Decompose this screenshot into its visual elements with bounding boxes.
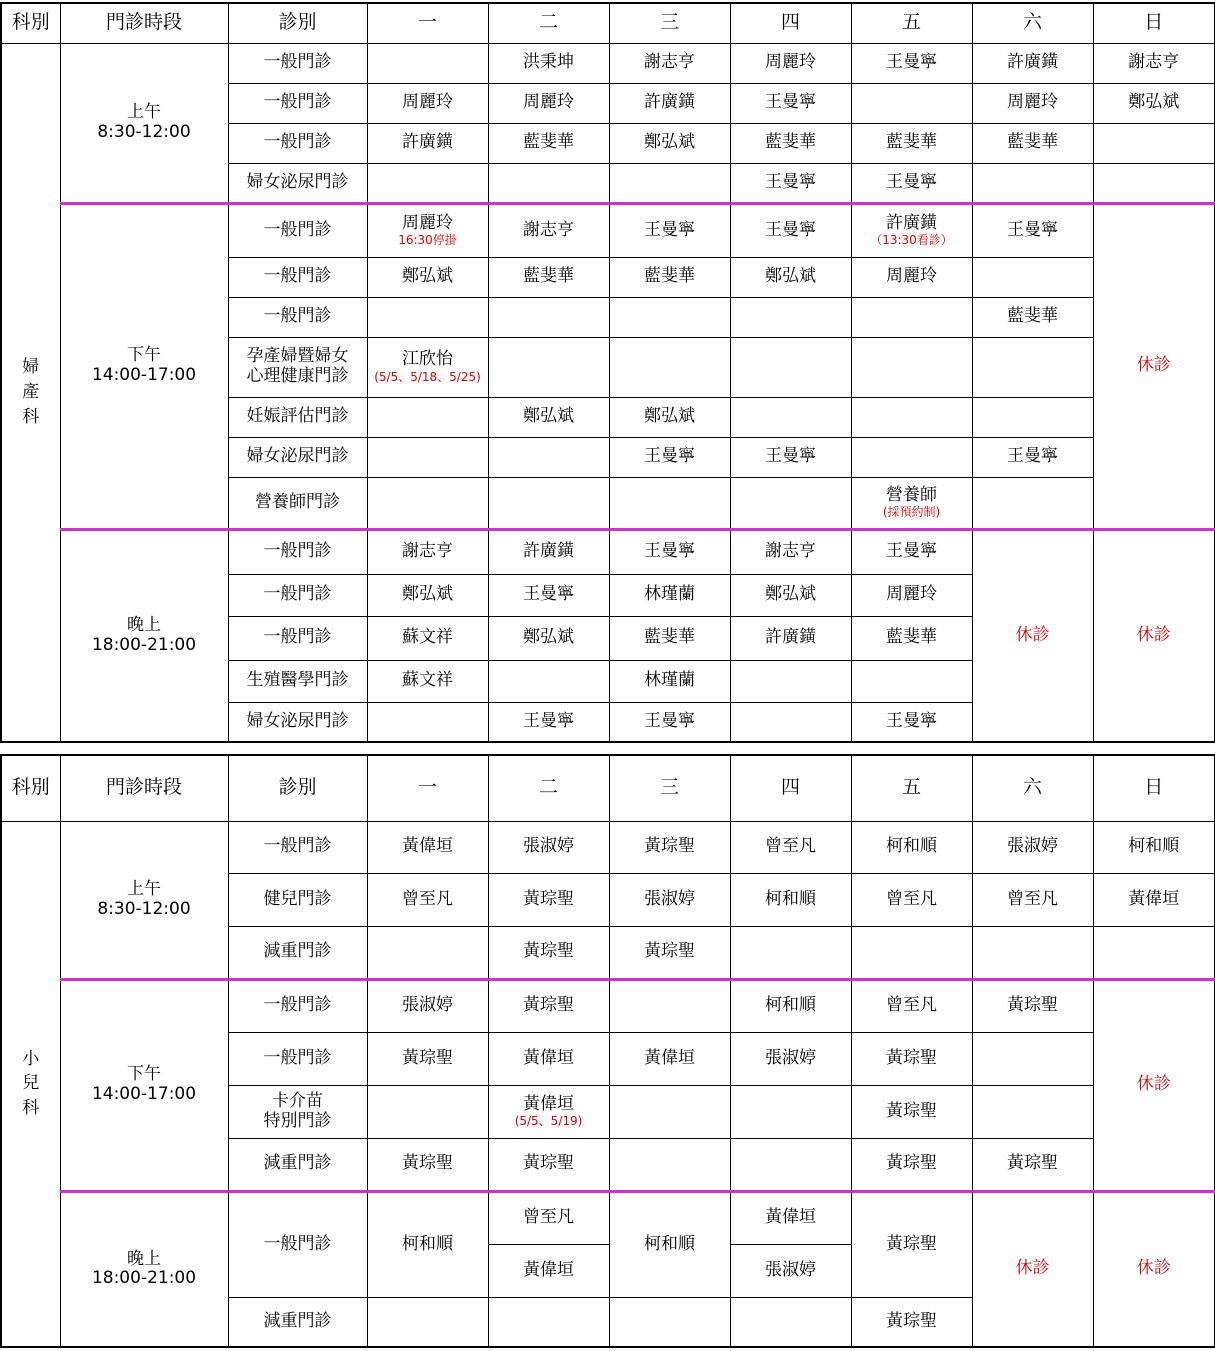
doctor-cell: 黃偉垣 — [730, 1191, 851, 1244]
clinic-name: 一般門診 — [228, 1032, 367, 1085]
header-day: 五 — [851, 755, 972, 821]
doctor-cell: 張淑婷 — [367, 979, 488, 1032]
doctor-cell: 黃琮聖 — [367, 1032, 488, 1085]
doctor-cell — [367, 477, 488, 529]
doctor-cell — [730, 1297, 851, 1347]
doctor-cell: 黃偉垣 — [1093, 873, 1215, 926]
closed-cell: 休診 — [1093, 979, 1215, 1191]
doctor-cell — [851, 397, 972, 437]
doctor-cell — [972, 337, 1093, 397]
doctor-cell: 藍斐華 — [488, 257, 609, 297]
note-text: (採預約制) — [882, 505, 941, 520]
note-text: (5/5、5/19) — [514, 1114, 583, 1129]
doctor-cell — [488, 1297, 609, 1347]
doctor-cell: 張淑婷 — [730, 1244, 851, 1297]
closed-cell: 休診 — [1093, 203, 1215, 529]
doctor-cell: 鄭弘斌 — [609, 397, 730, 437]
header-clinic: 診別 — [228, 755, 367, 821]
doctor-cell: 王曼寧 — [972, 437, 1093, 477]
doctor-cell — [367, 397, 488, 437]
doctor-cell: 張淑婷 — [488, 821, 609, 873]
doctor-cell: 許廣鐄 — [488, 529, 609, 574]
header-dept: 科別 — [1, 755, 60, 821]
doctor-cell: 藍斐華 — [972, 123, 1093, 163]
doctor-cell: 王曼寧 — [851, 702, 972, 742]
clinic-name: 一般門診 — [228, 123, 367, 163]
clinic-name: 減重門診 — [228, 1138, 367, 1191]
clinic-name: 一般門診 — [228, 574, 367, 616]
doctor-cell — [851, 297, 972, 337]
doctor-cell — [488, 163, 609, 203]
clinic-name: 一般門診 — [228, 529, 367, 574]
clinic-name: 一般門診 — [228, 203, 367, 257]
closed-cell: 休診 — [1093, 1191, 1215, 1347]
closed-cell: 休診 — [972, 529, 1093, 742]
header-day: 二 — [488, 3, 609, 43]
doctor-cell: 曾至凡 — [367, 873, 488, 926]
doctor-cell — [730, 477, 851, 529]
doctor-cell: 曾至凡 — [851, 873, 972, 926]
doctor-cell: 黃琮聖 — [972, 1138, 1093, 1191]
doctor-cell — [730, 397, 851, 437]
doctor-cell: 蘇文祥 — [367, 660, 488, 702]
doctor-cell — [730, 926, 851, 979]
header-row — [1, 3, 1215, 43]
doctor-cell: 林瑾蘭 — [609, 574, 730, 616]
doctor-cell — [609, 979, 730, 1032]
clinic-name: 卡介苗 特別門診 — [228, 1085, 367, 1138]
header-day: 六 — [972, 3, 1093, 43]
doctor-cell: 周麗玲 — [972, 83, 1093, 123]
doctor-cell — [730, 1138, 851, 1191]
doctor-cell: 黃琮聖 — [609, 821, 730, 873]
doctor-cell: 黃琮聖 — [488, 1138, 609, 1191]
closed-cell: 休診 — [1093, 529, 1215, 742]
doctor-cell: 黃琮聖 — [851, 1085, 972, 1138]
doctor-cell: 黃琮聖 — [488, 979, 609, 1032]
closed-cell: 休診 — [972, 1191, 1093, 1347]
doctor-cell — [972, 1032, 1093, 1085]
doctor-cell — [367, 1297, 488, 1347]
doctor-cell: 王曼寧 — [488, 702, 609, 742]
doctor-cell: 藍斐華 — [851, 123, 972, 163]
clinic-name: 減重門診 — [228, 1297, 367, 1347]
doctor-cell: 黃琮聖 — [972, 979, 1093, 1032]
doctor-cell: 王曼寧 — [730, 163, 851, 203]
doctor-cell: 黃琮聖 — [488, 873, 609, 926]
table-row — [1, 203, 1215, 257]
doctor-cell — [367, 702, 488, 742]
doctor-cell — [609, 163, 730, 203]
clinic-name: 一般門診 — [228, 616, 367, 660]
doctor-cell: 周麗玲 — [730, 43, 851, 83]
doctor-cell: 林瑾蘭 — [609, 660, 730, 702]
doctor-cell: 藍斐華 — [730, 123, 851, 163]
doctor-cell — [367, 437, 488, 477]
doctor-cell — [851, 926, 972, 979]
doctor-cell: 蘇文祥 — [367, 616, 488, 660]
table-row — [1, 529, 1215, 574]
note-text: 16:30停掛 — [398, 233, 457, 248]
doctor-cell: 黃琮聖 — [851, 1138, 972, 1191]
doctor-cell: 柯和順 — [367, 1191, 488, 1297]
header-row — [1, 755, 1215, 821]
clinic-name: 營養師門診 — [228, 477, 367, 529]
header-dept: 科別 — [1, 3, 60, 43]
doctor-cell — [367, 1085, 488, 1138]
doctor-cell: 黃偉垣 (5/5、5/19) — [488, 1085, 609, 1138]
clinic-name: 健兒門診 — [228, 873, 367, 926]
doctor-cell: 藍斐華 — [609, 616, 730, 660]
doctor-cell — [851, 337, 972, 397]
table-row — [1, 821, 1215, 873]
header-clinic: 診別 — [228, 3, 367, 43]
dept-peds: 小 兒 科 — [1, 821, 60, 1347]
doctor-cell: 謝志亨 — [1093, 43, 1215, 83]
doctor-cell — [367, 297, 488, 337]
clinic-name: 一般門診 — [228, 1191, 367, 1297]
doctor-cell — [730, 297, 851, 337]
doctor-cell: 王曼寧 — [730, 83, 851, 123]
doctor-cell: 許廣鐄 — [972, 43, 1093, 83]
doctor-cell: 藍斐華 — [488, 123, 609, 163]
doctor-cell: 藍斐華 — [609, 257, 730, 297]
doctor-cell: 藍斐華 — [972, 297, 1093, 337]
slot-evening: 晚上 18:00-21:00 — [60, 529, 228, 742]
header-slot: 門診時段 — [60, 3, 228, 43]
doctor-cell: 許廣鐄 — [609, 83, 730, 123]
header-day: 一 — [367, 755, 488, 821]
doctor-cell: 黃琮聖 — [851, 1191, 972, 1297]
doctor-cell: 王曼寧 — [730, 437, 851, 477]
header-day: 日 — [1093, 3, 1215, 43]
doctor-cell: 黃琮聖 — [851, 1297, 972, 1347]
doctor-cell — [488, 337, 609, 397]
doctor-cell: 曾至凡 — [730, 821, 851, 873]
slot-evening: 晚上 18:00-21:00 — [60, 1191, 228, 1347]
doctor-cell — [730, 337, 851, 397]
doctor-cell — [488, 297, 609, 337]
doctor-cell: 曾至凡 — [972, 873, 1093, 926]
header-day: 日 — [1093, 755, 1215, 821]
doctor-cell — [1093, 926, 1215, 979]
doctor-cell — [851, 437, 972, 477]
doctor-cell: 周麗玲 — [488, 83, 609, 123]
doctor-cell: 謝志亨 — [609, 43, 730, 83]
slot-afternoon: 下午 14:00-17:00 — [60, 979, 228, 1191]
slot-afternoon: 下午 14:00-17:00 — [60, 203, 228, 529]
doctor-cell: 周麗玲 — [851, 574, 972, 616]
doctor-cell: 王曼寧 — [972, 203, 1093, 257]
doctor-cell: 鄭弘斌 — [367, 574, 488, 616]
doctor-cell: 曾至凡 — [851, 979, 972, 1032]
slot-morning: 上午 8:30-12:00 — [60, 821, 228, 979]
header-day: 三 — [609, 755, 730, 821]
header-day: 二 — [488, 755, 609, 821]
doctor-cell — [972, 477, 1093, 529]
note-text: （13:30看診） — [870, 233, 953, 248]
doctor-cell — [488, 437, 609, 477]
doctor-cell: 王曼寧 — [609, 437, 730, 477]
doctor-cell — [851, 83, 972, 123]
doctor-cell — [488, 660, 609, 702]
doctor-cell: 鄭弘斌 — [1093, 83, 1215, 123]
clinic-name: 一般門診 — [228, 43, 367, 83]
header-day: 四 — [730, 3, 851, 43]
doctor-cell: 柯和順 — [609, 1191, 730, 1297]
doctor-cell: 王曼寧 — [851, 43, 972, 83]
clinic-name: 妊娠評估門診 — [228, 397, 367, 437]
doctor-cell: 黃琮聖 — [851, 1032, 972, 1085]
doctor-cell: 謝志亨 — [488, 203, 609, 257]
doctor-cell: 柯和順 — [730, 979, 851, 1032]
doctor-cell — [972, 163, 1093, 203]
clinic-name: 生殖醫學門診 — [228, 660, 367, 702]
doctor-cell — [609, 297, 730, 337]
doctor-cell: 黃琮聖 — [609, 926, 730, 979]
header-day: 五 — [851, 3, 972, 43]
doctor-cell — [972, 397, 1093, 437]
clinic-name: 減重門診 — [228, 926, 367, 979]
doctor-cell: 王曼寧 — [851, 163, 972, 203]
doctor-cell: 王曼寧 — [488, 574, 609, 616]
doctor-cell: 柯和順 — [851, 821, 972, 873]
clinic-name: 一般門診 — [228, 257, 367, 297]
doctor-cell — [972, 1085, 1093, 1138]
doctor-cell: 王曼寧 — [851, 529, 972, 574]
doctor-cell: 王曼寧 — [609, 203, 730, 257]
doctor-cell: 謝志亨 — [730, 529, 851, 574]
doctor-cell: 王曼寧 — [730, 203, 851, 257]
doctor-cell: 曾至凡 — [488, 1191, 609, 1244]
header-day: 四 — [730, 755, 851, 821]
doctor-cell: 藍斐華 — [851, 616, 972, 660]
doctor-cell: 黃偉垣 — [609, 1032, 730, 1085]
doctor-cell: 許廣鐄 — [367, 123, 488, 163]
doctor-cell: 周麗玲 — [851, 257, 972, 297]
doctor-cell — [488, 477, 609, 529]
doctor-cell — [1093, 123, 1215, 163]
doctor-cell — [730, 660, 851, 702]
doctor-cell: 張淑婷 — [609, 873, 730, 926]
doctor-cell — [609, 1085, 730, 1138]
doctor-cell — [730, 702, 851, 742]
obgyn-schedule-table — [0, 2, 1215, 743]
table-row — [1, 979, 1215, 1032]
doctor-cell: 張淑婷 — [730, 1032, 851, 1085]
table-row — [1, 1191, 1215, 1244]
slot-morning: 上午 8:30-12:00 — [60, 43, 228, 203]
doctor-cell — [609, 1138, 730, 1191]
doctor-cell — [972, 257, 1093, 297]
clinic-name: 一般門診 — [228, 297, 367, 337]
doctor-cell: 王曼寧 — [609, 529, 730, 574]
doctor-cell: 柯和順 — [730, 873, 851, 926]
doctor-cell: 黃偉垣 — [488, 1032, 609, 1085]
header-slot: 門診時段 — [60, 755, 228, 821]
table-row — [1, 43, 1215, 83]
doctor-cell: 黃偉垣 — [367, 821, 488, 873]
doctor-cell: 鄭弘斌 — [609, 123, 730, 163]
doctor-cell — [609, 337, 730, 397]
note-text: (5/5、5/18、5/25) — [374, 369, 481, 384]
peds-schedule-table — [0, 754, 1215, 1348]
doctor-cell: 鄭弘斌 — [488, 397, 609, 437]
doctor-cell — [851, 660, 972, 702]
doctor-cell: 周麗玲 — [367, 83, 488, 123]
header-day: 一 — [367, 3, 488, 43]
doctor-cell: 周麗玲 16:30停掛 — [367, 203, 488, 257]
clinic-name: 一般門診 — [228, 979, 367, 1032]
doctor-cell: 黃琮聖 — [367, 1138, 488, 1191]
doctor-cell — [367, 926, 488, 979]
doctor-cell — [1093, 163, 1215, 203]
doctor-cell: 王曼寧 — [609, 702, 730, 742]
doctor-cell: 謝志亨 — [367, 529, 488, 574]
doctor-cell: 柯和順 — [1093, 821, 1215, 873]
dept-obgyn: 婦 產 科 — [1, 43, 60, 742]
doctor-cell — [609, 1297, 730, 1347]
doctor-cell — [730, 1085, 851, 1138]
clinic-name: 婦女泌尿門診 — [228, 437, 367, 477]
doctor-cell: 鄭弘斌 — [730, 574, 851, 616]
clinic-name: 一般門診 — [228, 83, 367, 123]
clinic-name: 婦女泌尿門診 — [228, 163, 367, 203]
doctor-cell — [367, 163, 488, 203]
doctor-cell — [972, 926, 1093, 979]
doctor-cell: 黃偉垣 — [488, 1244, 609, 1297]
header-day: 三 — [609, 3, 730, 43]
doctor-cell: 張淑婷 — [972, 821, 1093, 873]
clinic-name: 孕產婦暨婦女 心理健康門診 — [228, 337, 367, 397]
doctor-cell: 鄭弘斌 — [488, 616, 609, 660]
clinic-name: 婦女泌尿門診 — [228, 702, 367, 742]
doctor-cell: 許廣鐄 — [730, 616, 851, 660]
doctor-cell: 鄭弘斌 — [730, 257, 851, 297]
doctor-cell: 鄭弘斌 — [367, 257, 488, 297]
doctor-cell: 許廣鐄 （13:30看診） — [851, 203, 972, 257]
doctor-cell — [609, 477, 730, 529]
doctor-cell: 黃琮聖 — [488, 926, 609, 979]
header-day: 六 — [972, 755, 1093, 821]
doctor-cell: 江欣怡 (5/5、5/18、5/25) — [367, 337, 488, 397]
doctor-cell: 營養師 (採預約制) — [851, 477, 972, 529]
clinic-name: 一般門診 — [228, 821, 367, 873]
doctor-cell — [367, 43, 488, 83]
doctor-cell: 洪秉坤 — [488, 43, 609, 83]
